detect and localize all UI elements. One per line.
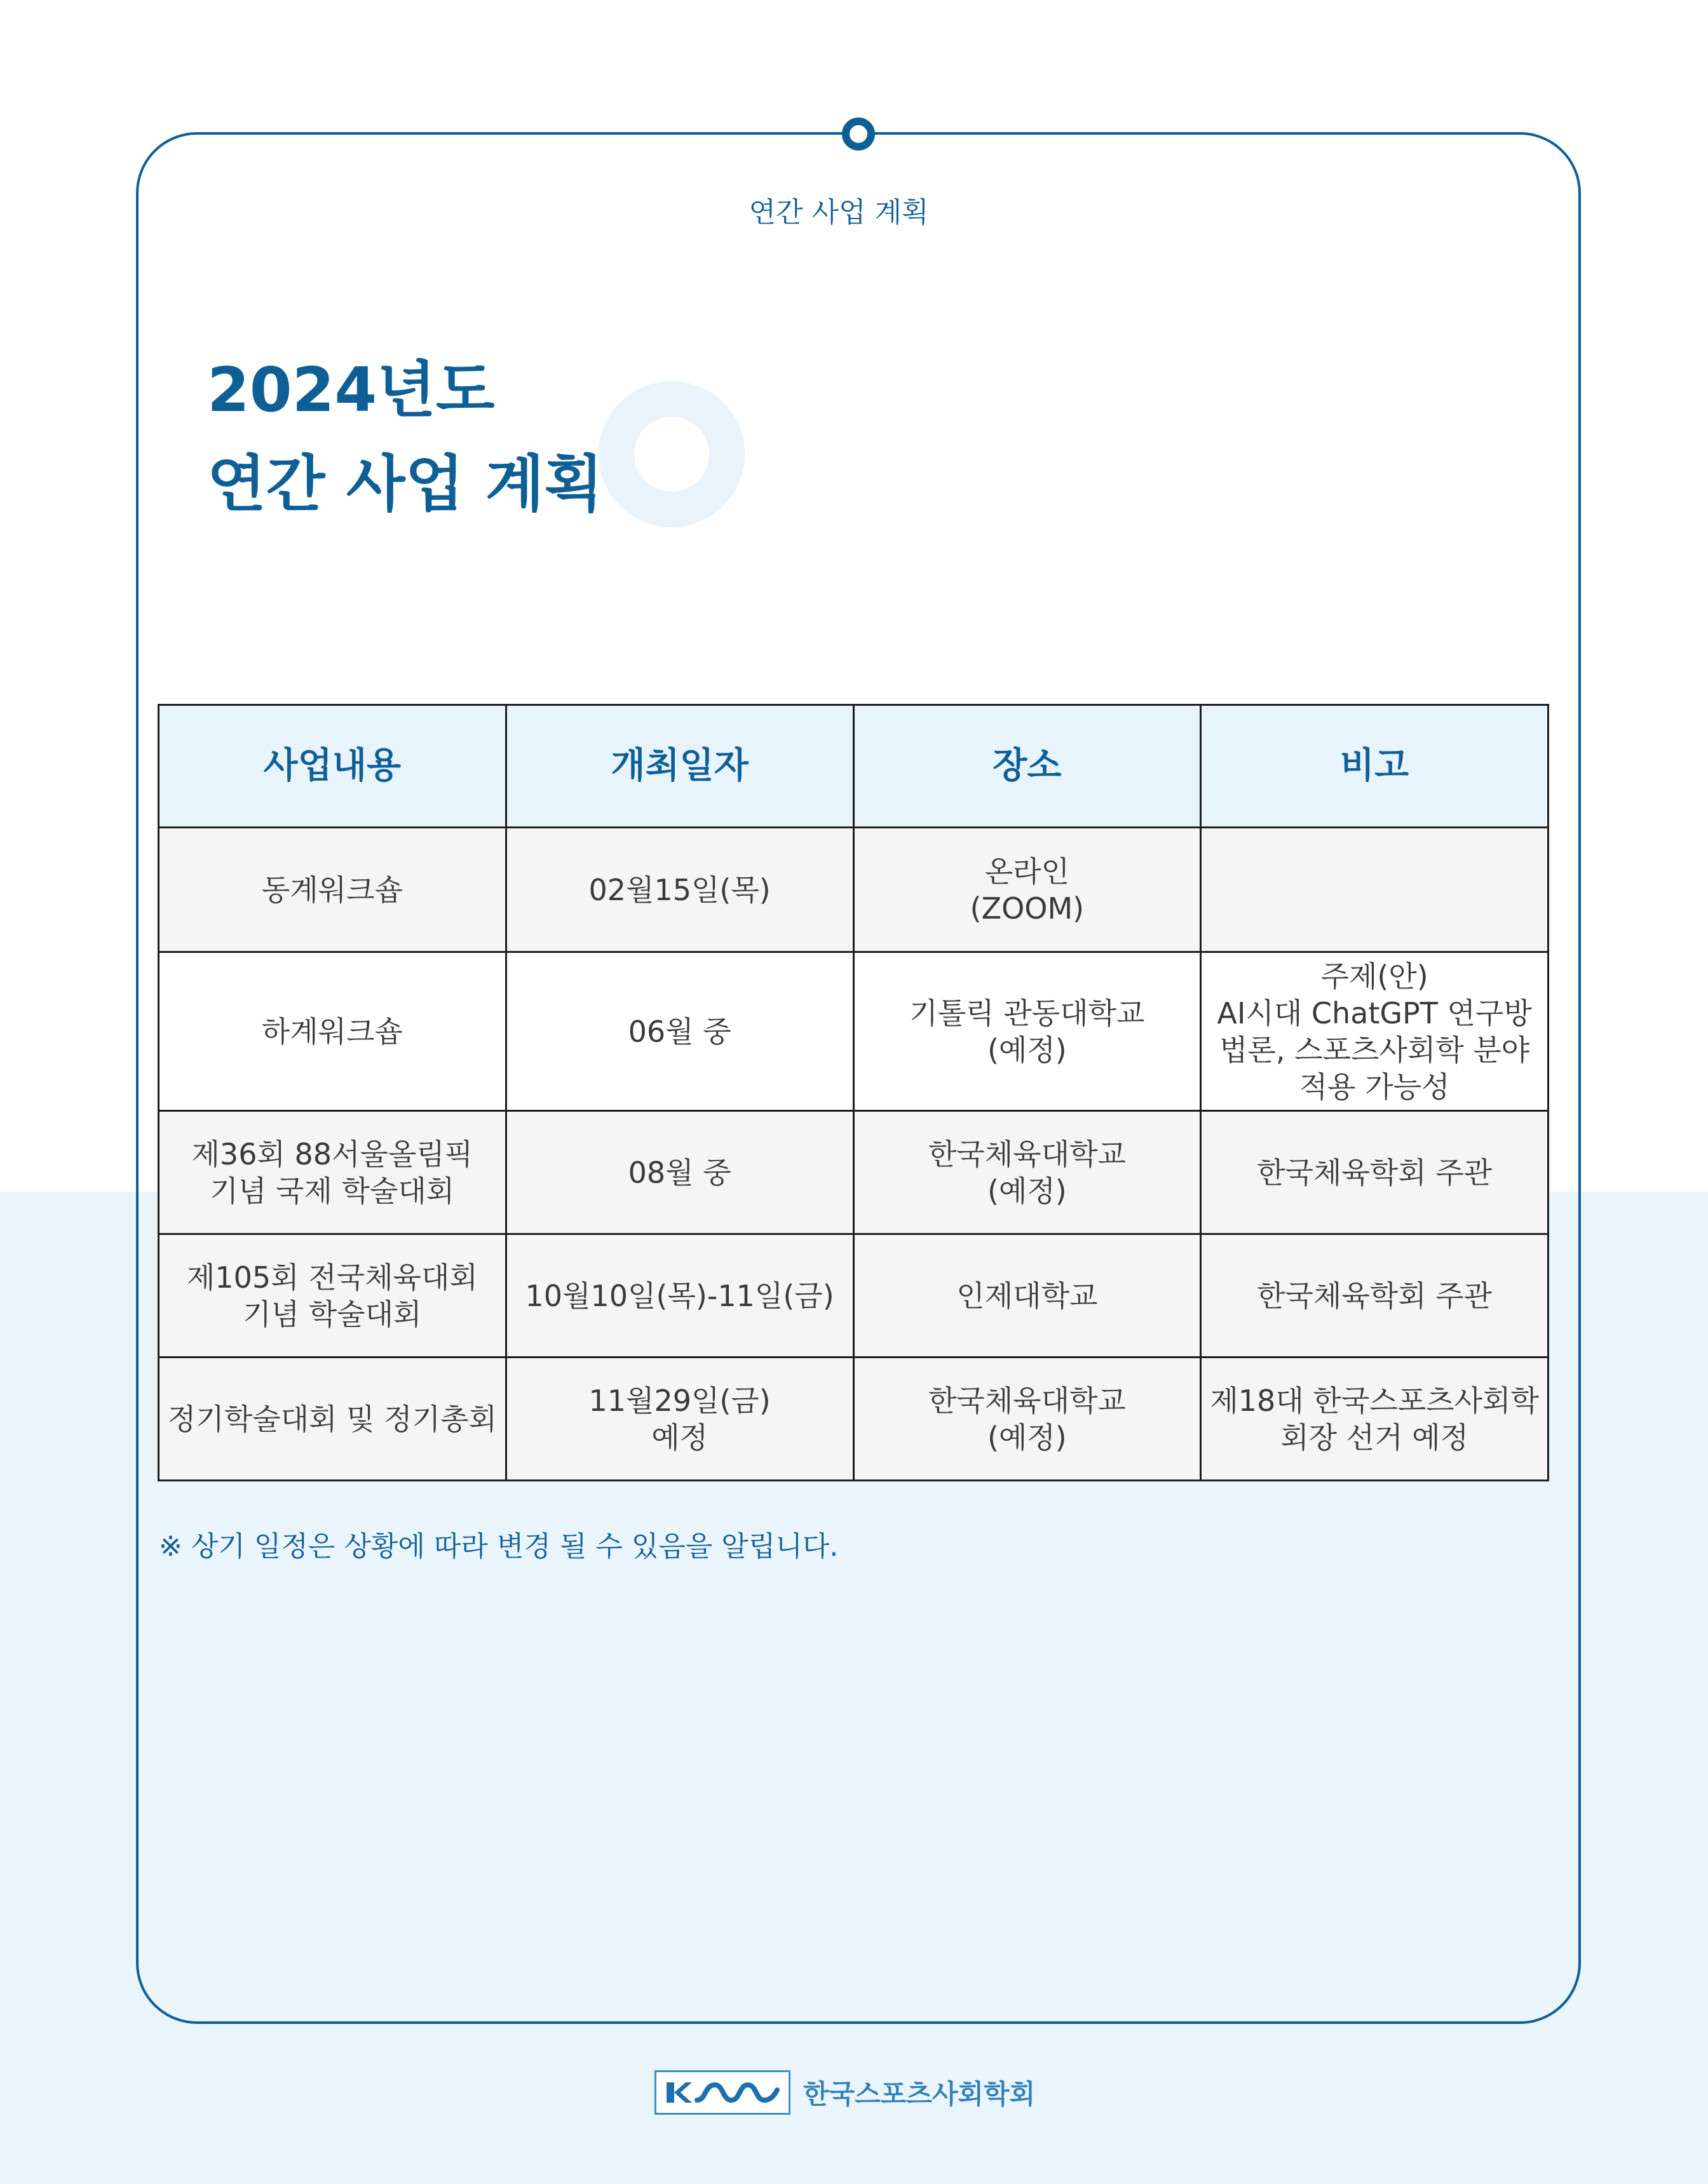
table-cell: 10월10일(목)-11일(금) — [506, 1234, 853, 1358]
annual-plan-table — [158, 704, 1549, 1481]
table-row — [159, 1111, 1549, 1234]
table-cell: 한국체육대학교 (예정) — [853, 1111, 1201, 1234]
table-cell: 제36회 88서울올림픽 기념 국제 학술대회 — [159, 1111, 506, 1234]
table-cell: 하계워크숍 — [159, 952, 506, 1111]
table-cell: 동계워크숍 — [159, 828, 506, 952]
table-cell: 한국체육대학교 (예정) — [853, 1358, 1201, 1481]
table-cell — [1201, 828, 1549, 952]
table-cell: 인제대학교 — [853, 1234, 1201, 1358]
table-cell: 08월 중 — [506, 1111, 853, 1234]
table-cell: 제105회 전국체육대회 기념 학술대회 — [159, 1234, 506, 1358]
decorative-ring-icon — [599, 381, 745, 527]
table-row — [159, 1234, 1549, 1358]
col-header-content: 사업내용 — [159, 705, 506, 828]
table-cell: 한국체육학회 주관 — [1201, 1111, 1549, 1234]
schedule-change-note: ※ 상기 일정은 상황에 따라 변경 될 수 있음을 알립니다. — [159, 1530, 839, 1563]
table-cell: 11월29일(금) 예정 — [506, 1358, 853, 1481]
col-header-date: 개최일자 — [506, 705, 853, 828]
table-header-row — [159, 705, 1549, 828]
table-cell: 제18대 한국스포츠사회학 회장 선거 예정 — [1201, 1358, 1549, 1481]
page-title — [207, 343, 603, 531]
table-cell: 02월15일(목) — [506, 828, 853, 952]
frame-dot-icon — [842, 118, 875, 151]
title-main: 연간 사업 계획 — [207, 448, 604, 520]
footer — [654, 2067, 1035, 2118]
table-row — [159, 828, 1549, 952]
table-row — [159, 1358, 1549, 1481]
table-cell: 주제(안) AI시대 ChatGPT 연구방 법론, 스포츠사회학 분야 적용 가능성 — [1201, 952, 1549, 1111]
col-header-venue: 장소 — [853, 705, 1201, 828]
organization-name: 한국스포츠사회학회 — [803, 2079, 1036, 2110]
table-cell: 온라인 (ZOOM) — [853, 828, 1201, 952]
title-year: 2024년도 — [207, 354, 495, 426]
kssa-logo-icon — [654, 2070, 790, 2115]
header-label: 연간 사업 계획 — [749, 196, 929, 229]
table-row — [159, 952, 1549, 1111]
table-cell: 기톨릭 관동대학교 (예정) — [853, 952, 1201, 1111]
table-cell: 정기학술대회 및 정기총회 — [159, 1358, 506, 1481]
table-cell: 06월 중 — [506, 952, 853, 1111]
table-cell: 한국체육학회 주관 — [1201, 1234, 1549, 1358]
col-header-remarks: 비고 — [1201, 705, 1549, 828]
